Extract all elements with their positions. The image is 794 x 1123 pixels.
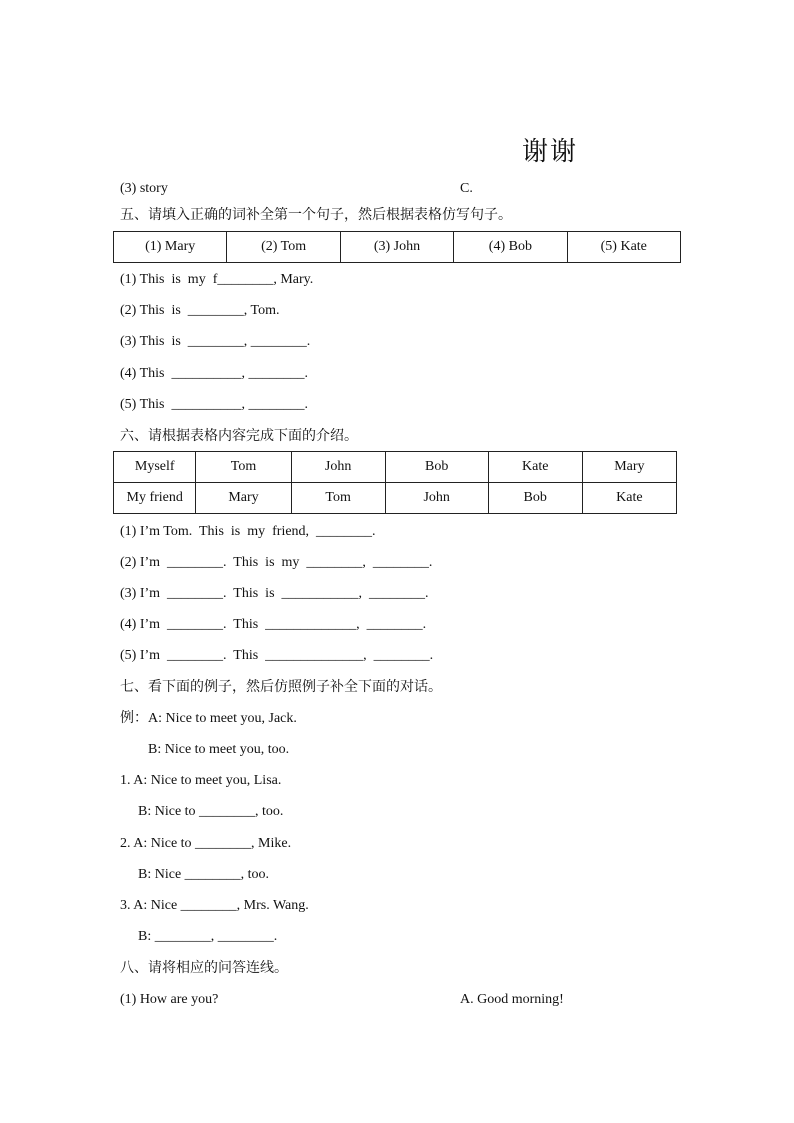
prev-item-left: (3) story [120,181,168,196]
table-cell: Mary [582,452,676,483]
table-cell: Myself [114,452,196,483]
table-cell: Bob [488,483,582,514]
table-row [114,232,681,263]
section-6-line-1: (1) I’m Tom. This is my friend, ________. [120,524,376,539]
section-5-line-1: (1) This is my f________, Mary. [120,272,314,287]
table-cell: Kate [488,452,582,483]
table-cell: (5) Kate [567,232,680,263]
section-6-line-3: (3) I’m ________. This is ___________, ________. [120,586,429,601]
section-8-question-1: (1) How are you? [120,992,219,1007]
table-cell: Tom [196,452,291,483]
section-6-line-4: (4) I’m ________. This _____________, ________. [120,617,427,632]
section-7-example-b: B: Nice to meet you, too. [148,742,290,757]
table-cell: (2) Tom [227,232,340,263]
section-6-line-5: (5) I’m ________. This ______________, ________. [120,648,434,663]
section-8-title: 八、请将相应的问答连线。 [120,960,288,976]
table-cell: Kate [582,483,676,514]
section-7-title: 七、看下面的例子，然后仿照例子补全下面的对话。 [120,679,442,695]
table-cell: Tom [291,483,385,514]
section-5-line-2: (2) This is ________, Tom. [120,303,280,318]
table-cell: John [291,452,385,483]
page-header-title: 谢谢 [522,137,579,166]
section-5-line-5: (5) This __________, ________. [120,397,308,412]
section-7-example-a: 例：A: Nice to meet you, Jack. [120,711,297,726]
section-8-answer-a: A. Good morning! [460,992,564,1007]
section-7-dialog-3-b: B: ________, ________. [138,929,278,944]
table-cell: Mary [196,483,291,514]
table-cell: (1) Mary [114,232,227,263]
table-row [114,452,677,483]
table-cell: Bob [385,452,488,483]
table-row [114,483,677,514]
section-6-title: 六、请根据表格内容完成下面的介绍。 [120,428,358,444]
table-cell: (4) Bob [454,232,567,263]
section-5-title: 五、请填入正确的词补全第一个句子，然后根据表格仿写句子。 [120,207,512,223]
section-5-line-3: (3) This is ________, ________. [120,334,311,349]
table-cell: (3) John [340,232,453,263]
section-7-dialog-1-b: B: Nice to ________, too. [138,804,284,819]
section-5-line-4: (4) This __________, ________. [120,366,308,381]
section-6-line-2: (2) I’m ________. This is my ________, ________. [120,555,433,570]
section-7-dialog-3-a: 3. A: Nice ________, Mrs. Wang. [120,898,309,913]
table-cell: My friend [114,483,196,514]
prev-item-right: C. [460,181,473,196]
section-7-dialog-2-a: 2. A: Nice to ________, Mike. [120,836,292,851]
section-7-dialog-2-b: B: Nice ________, too. [138,867,270,882]
table-cell: John [385,483,488,514]
section-6-table [113,451,677,514]
section-7-dialog-1-a: 1. A: Nice to meet you, Lisa. [120,773,282,788]
section-5-table [113,231,681,263]
